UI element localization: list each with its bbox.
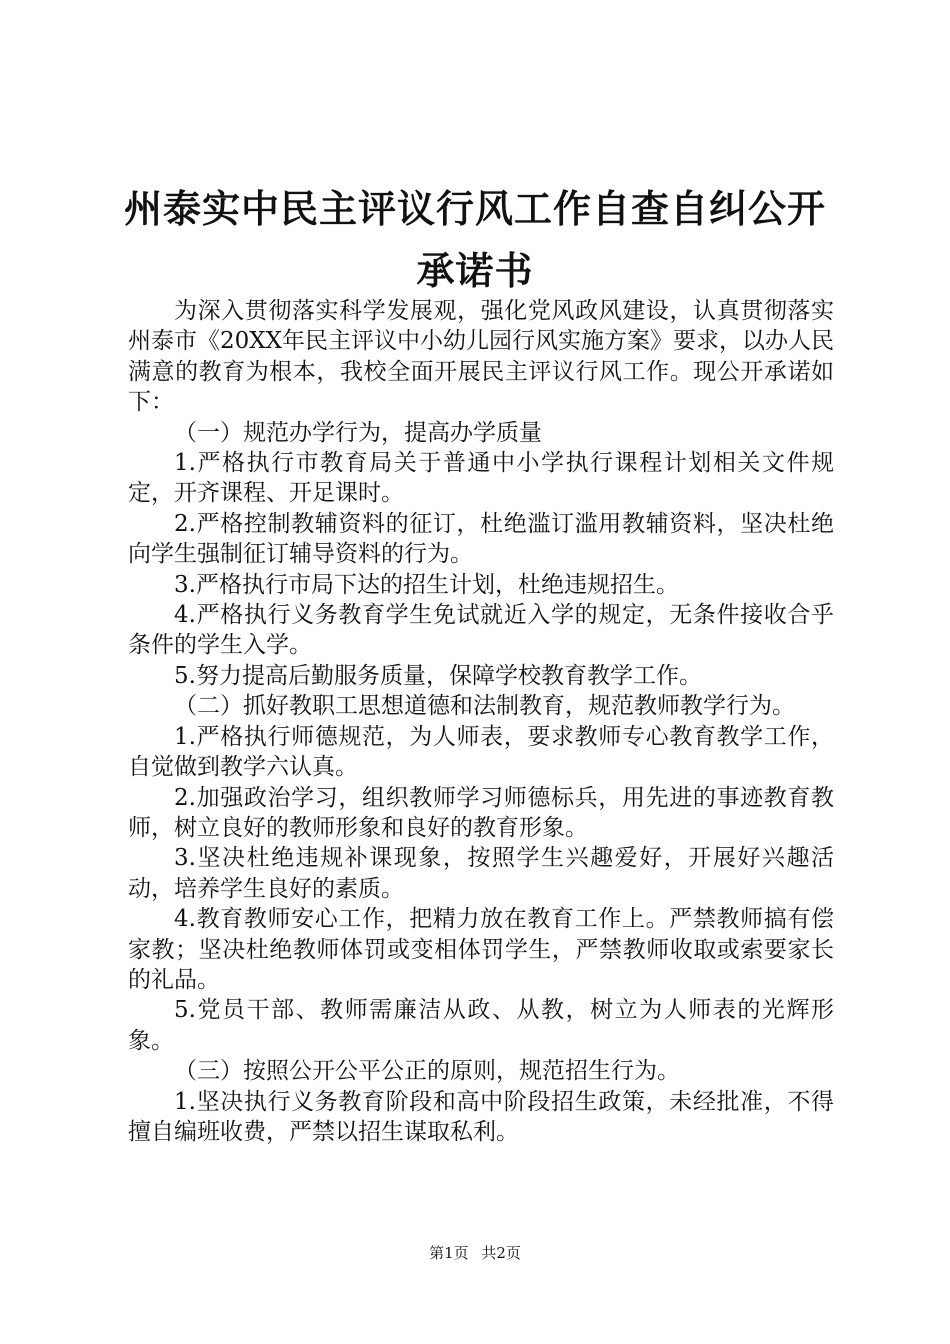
list-item: 5.党员干部、教师需廉洁从政、从教，树立为人师表的光辉形象。	[128, 997, 834, 1054]
list-item: 2.加强政治学习，组织教师学习师德标兵，用先进的事迹教育教师，树立良好的教师形象和良好的教育形象。	[128, 784, 834, 841]
list-item: 1.坚决执行义务教育阶段和高中阶段招生政策，未经批准，不得擅自编班收费，严禁以招生谋取私利。	[128, 1088, 834, 1145]
list-item: 3.坚决杜绝违规补课现象，按照学生兴趣爱好，开展好兴趣活动，培养学生良好的素质。	[128, 845, 834, 902]
document-body	[128, 296, 834, 1147]
list-item: 4.教育教师安心工作，把精力放在教育工作上。严禁教师搞有偿家教；坚决杜绝教师体罚或变相体罚学生，严禁教师收取或索要家长的礼品。	[128, 906, 834, 993]
list-item: 2.严格控制教辅资料的征订，杜绝滥订滥用教辅资料，坚决杜绝向学生强制征订辅导资料的行为。	[128, 510, 834, 568]
paragraph-intro: 为深入贯彻落实科学发展观，强化党风政风建设，认真贯彻落实州泰市《20XX年民主评议中小幼儿园行风实施方案》要求，以办人民满意的教育为根本，我校全面开展民主评议行风工作。现公开承诺如下：	[128, 298, 835, 416]
section-heading-1: （一）规范办学行为，提高办学质量	[174, 419, 542, 446]
list-item: 4.严格执行义务教育学生免试就近入学的规定，无条件接收合乎条件的学生入学。	[128, 602, 834, 659]
list-item: 3.严格执行市局下达的招生计划，杜绝违规招生。	[174, 571, 679, 598]
section-heading-3: （三）按照公开公平公正的原则，规范招生行为。	[174, 1058, 680, 1085]
page-number: 第1页	[429, 1244, 469, 1262]
document-title: 州泰实中民主评议行风工作自查自纠公开承诺书	[123, 187, 826, 293]
list-item: 5.努力提高后勤服务质量，保障学校教育教学工作。	[174, 662, 702, 689]
list-item: 1.严格执行市教育局关于普通中小学执行课程计划相关文件规定，开齐课程、开足课时。	[128, 450, 834, 507]
section-heading-2: （二）抓好教职工思想道德和法制教育，规范教师教学行为。	[174, 693, 795, 720]
list-item: 1.严格执行师德规范，为人师表，要求教师专心教育教学工作，自觉做到教学六认真。	[128, 723, 834, 781]
page-count: 共2页	[481, 1244, 521, 1262]
page-footer	[0, 1243, 950, 1263]
